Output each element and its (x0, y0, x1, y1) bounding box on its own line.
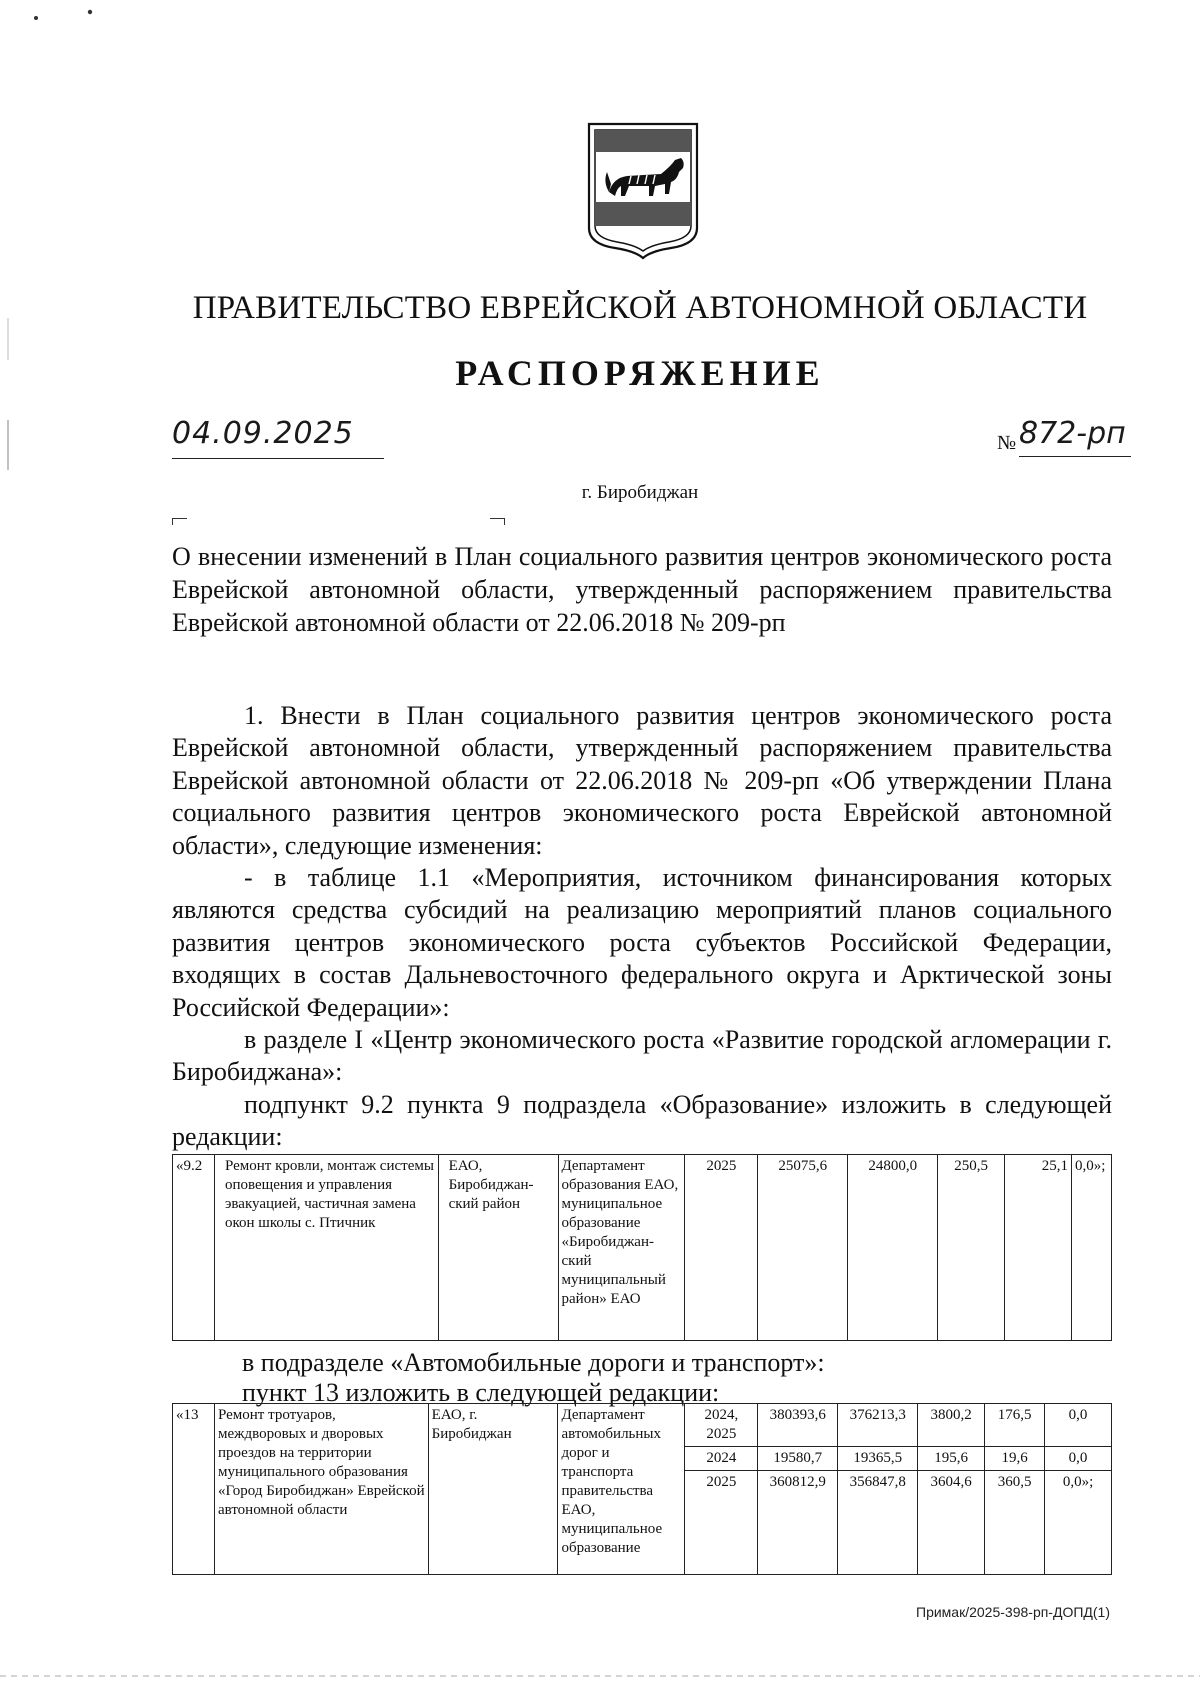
cell-federal: 24800,0 (848, 1155, 938, 1341)
paragraph-2: - в таблице 1.1 «Мероприятия, источником финансирования которых являются средства субсидий на реализацию мероприятий планов социального развития центров экономического роста субъектов Российской Федерации, входящих в состав Дальневосточного федерального округа и Арктической зоны Российской Федерации»: (172, 863, 1112, 1022)
cell-other: 0,0 (1045, 1404, 1112, 1447)
cell-federal: 376213,3 (838, 1404, 918, 1447)
number-sign: № (997, 432, 1017, 454)
cell-num: «9.2 (173, 1155, 215, 1341)
table-row (173, 1404, 1112, 1447)
cell-year: 2024, 2025 (685, 1404, 758, 1447)
cell-other: 0,0 (1045, 1447, 1112, 1471)
table-row (173, 1155, 1112, 1341)
paragraph-5: в подразделе «Автомобильные дороги и транспорт»: (242, 1348, 825, 1377)
mid-text (242, 1348, 1112, 1408)
handwritten-number: 872-рп (1019, 412, 1131, 457)
cell-executor: Департамент автомобильных дорог и транспорта правительства ЕАО, муниципальное образование (558, 1404, 685, 1575)
cell-local: 19,6 (985, 1447, 1045, 1471)
cell-num: «13 (173, 1404, 215, 1575)
cell-regional: 3800,2 (918, 1404, 985, 1447)
cell-location: ЕАО, г. Биробиджан (428, 1404, 558, 1575)
cell-regional: 195,6 (918, 1447, 985, 1471)
cell-federal: 356847,8 (838, 1471, 918, 1575)
cell-regional: 3604,6 (918, 1471, 985, 1575)
cell-total: 19580,7 (758, 1447, 838, 1471)
paragraph-1: 1. Внести в План социального развития центров экономического роста Еврейской автономной области, утвержденный распоряжением правительства Еврейской автономной области от 22.06.2018 № 209-рп «Об утверждении Плана социального развития центров экономического роста Еврейской автономной области», следующие изменения: (172, 701, 1112, 860)
cell-executor: Департамент образования ЕАО, муниципальное образование «Биробиджан-ский муниципальный район» ЕАО (558, 1155, 685, 1341)
document-subject: О внесении изменений в План социального развития центров экономического роста Еврейской автономной области, утвержденный распоряжением правительства Еврейской автономной области от 22.06.2018 № 209-рп (172, 542, 1112, 637)
subject-corner-left (172, 518, 187, 525)
cell-total: 360812,9 (758, 1471, 838, 1575)
cell-local: 360,5 (985, 1471, 1045, 1575)
cell-year: 2025 (685, 1155, 758, 1341)
cell-total: 380393,6 (758, 1404, 838, 1447)
cell-federal: 19365,5 (838, 1447, 918, 1471)
cell-local: 176,5 (985, 1404, 1045, 1447)
cell-location: ЕАО, Биробиджан-ский район (438, 1155, 558, 1341)
cell-name: Ремонт кровли, монтаж системы оповещения и управления эвакуацией, частичная замена окон школы с. Птичник (214, 1155, 438, 1341)
cell-year: 2024 (685, 1447, 758, 1471)
document-number-block (997, 412, 1159, 460)
paragraph-4: подпункт 9.2 пункта 9 подраздела «Образование» изложить в следующей редакции: (172, 1089, 1112, 1152)
cell-name: Ремонт тротуаров, междворовых и дворовых проездов на территории муниципального образования «Город Биробиджан» Еврейской автономной области (214, 1404, 428, 1575)
city-line: г. Биробиджан (581, 482, 699, 503)
paragraph-3: в разделе I «Центр экономического роста «Развитие городской агломерации г. Биробиджана»: (172, 1025, 1112, 1087)
cell-local: 25,1 (1005, 1155, 1072, 1341)
handwritten-date: 04.09.2025 (172, 412, 384, 459)
document-body (172, 700, 1112, 1154)
table-item-9-2 (172, 1154, 1112, 1341)
footer-document-code: Примак/2025-398-рп-ДОПД(1) (916, 1604, 1110, 1620)
document-type: РАСПОРЯЖЕНИЕ (455, 353, 825, 393)
cell-regional: 250,5 (938, 1155, 1005, 1341)
cell-other: 0,0»; (1045, 1471, 1112, 1575)
cell-year: 2025 (685, 1471, 758, 1575)
paragraph-6: пункт 13 изложить в следующей редакции: (242, 1378, 720, 1407)
government-title: ПРАВИТЕЛЬСТВО ЕВРЕЙСКОЙ АВТОНОМНОЙ ОБЛАСТИ (192, 290, 1088, 326)
subject-corner-right (490, 518, 505, 525)
cell-other: 0,0»; (1071, 1155, 1111, 1341)
cell-total: 25075,6 (758, 1155, 848, 1341)
table-item-13 (172, 1403, 1112, 1575)
coat-of-arms-emblem (583, 120, 703, 260)
